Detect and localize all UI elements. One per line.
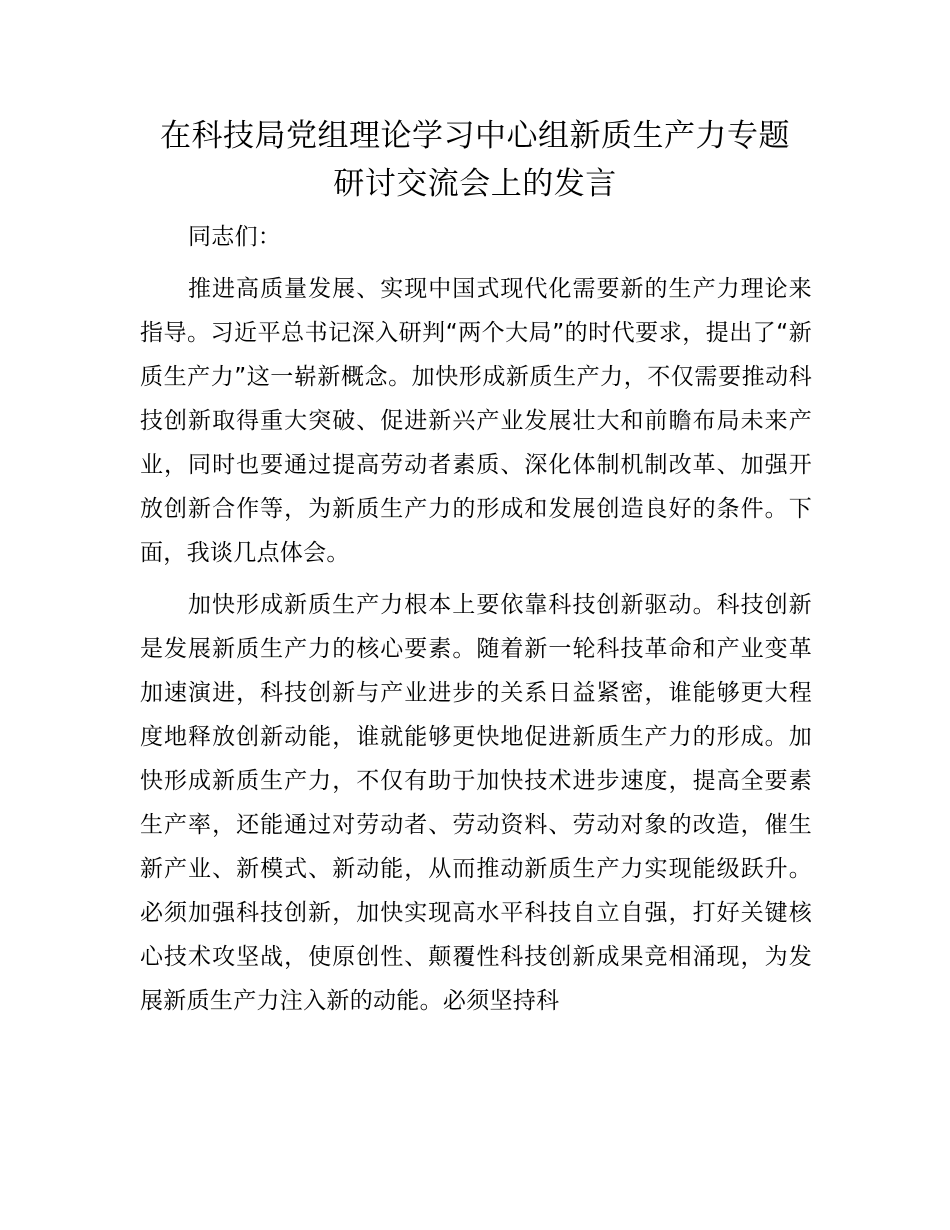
salutation: 同志们： [188, 224, 282, 250]
paragraph-2: 加快形成新质生产力根本上要依靠科技创新驱动。科技创新是发展新质生产力的核心要素。随着新一轮科技革命和产业变革加速演进，科技创新与产业进步的关系日益紧密，谁能够更大程度地释放创新动能，谁就能够更快地促进新质生产力的形成。加快形成新质生产力，不仅有助于加快技术进步速度，提高全要素生产率，还能通过对劳动者、劳动资料、劳动对象的改造，催生新产业、新模式、新动能，从而推动新质生产力实现能级跃升。必须加强科技创新，加快实现高水平科技自立自强，打好关键核心技术攻坚战，使原创性、颠覆性科技创新成果竞相涌现，为发展新质生产力注入新的动能。必须坚持科 [140, 592, 812, 1014]
paragraph-1: 推进高质量发展、实现中国式现代化需要新的生产力理论来指导。习近平总书记深入研判“两个大局”的时代要求，提出了“新质生产力”这一崭新概念。加快形成新质生产力，不仅需要推动科技创新取得重大突破、促进新兴产业发展壮大和前瞻布局未来产业，同时也要通过提高劳动者素质、深化体制机制改革、加强开放创新合作等，为新质生产力的形成和发展创造良好的条件。下面，我谈几点体会。 [140, 276, 812, 566]
document-title [0, 112, 950, 208]
title-line-1: 在科技局党组理论学习中心组新质生产力专题 [160, 118, 790, 154]
document-body [140, 215, 812, 1031]
title-line-2: 研讨交流会上的发言 [333, 166, 617, 202]
